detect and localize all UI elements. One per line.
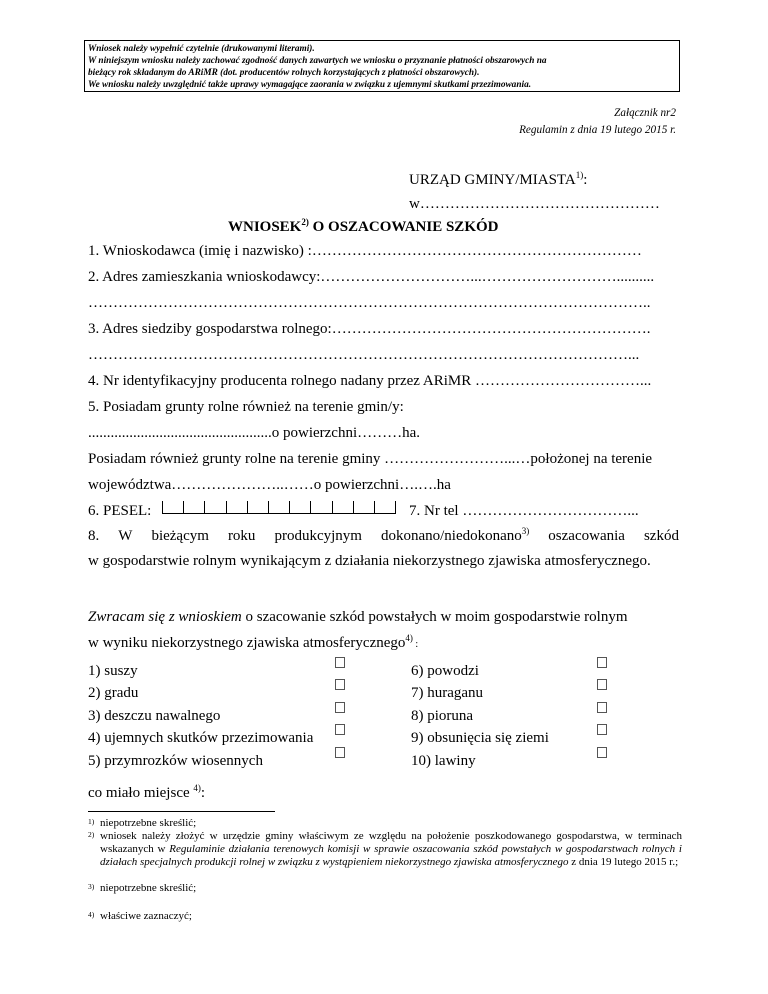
- annex-title: Załącznik nr2: [614, 107, 676, 119]
- phenomenon-drought-label: 1) suszy: [88, 663, 138, 679]
- voivodeship-field[interactable]: województwa…………………..……o powierzchni….….ha: [88, 477, 451, 493]
- checkbox-frost[interactable]: [335, 747, 345, 758]
- checkbox-rain[interactable]: [335, 702, 345, 713]
- checkbox-hail[interactable]: [335, 679, 345, 690]
- farm-address-field[interactable]: 3. Adres siedziby gospodarstwa rolnego:……………………………………………………….: [88, 321, 651, 337]
- office-label: URZĄD GMINY/MIASTA$^{1)}$:: [409, 170, 588, 188]
- checkbox-flood[interactable]: [597, 657, 607, 668]
- instructions-box: [84, 40, 680, 92]
- phenomenon-rain-label: 3) deszczu nawalnego: [88, 708, 221, 724]
- pesel-input[interactable]: [162, 499, 396, 514]
- page-title: WNIOSEK$^{2)}$ O OSZACOWANIE SZKÓD: [228, 217, 499, 235]
- footnote-2: 2) wniosek należy złożyć w urzędzie gminy właściwym ze względu na położenie poszkodowanego gospodarstwa, w terminach wskazanych w Regulaminie działania terenowych komisji w sprawie oszacowania szkód powstałych w gospodarstwach rolnych i działach specjalnych produkcji rolnej w związku z wystąpieniem niekorzystnego zjawiska atmosferycznego z dnia 19 lutego 2015 r.;: [88, 830, 682, 868]
- phone-field[interactable]: 7. Nr tel ……………………………...: [409, 503, 639, 519]
- phenomenon-flood-label: 6) powodzi: [411, 663, 479, 679]
- phenomenon-hurricane-label: 7) huraganu: [411, 685, 484, 701]
- other-municipality-label: 5. Posiadam grunty rolne również na terenie gmin/y:: [88, 399, 404, 415]
- instruction-line: bieżący rok składanym do ARiMR (dot. producentów rolnych korzystających z płatności obszarowych).: [88, 68, 480, 78]
- farm-address-continuation[interactable]: ………………………………………………………………………………………………...: [88, 347, 640, 363]
- phenomenon-frost-label: 5) przymrozków wiosennych: [88, 753, 263, 769]
- phenomenon-avalanche-label: 10) lawiny: [411, 753, 476, 769]
- checkbox-lightning[interactable]: [597, 702, 607, 713]
- checkbox-winter[interactable]: [335, 724, 345, 735]
- checkbox-hurricane[interactable]: [597, 679, 607, 690]
- instruction-line: Wniosek należy wypełnić czytelnie (drukowanymi literami).: [88, 44, 315, 54]
- footnote-divider: [88, 811, 275, 812]
- phenomenon-landslide-label: 9) obsunięcia się ziemi: [411, 730, 549, 746]
- occurred-label: co miało miejsce $^{4)}$:: [88, 783, 206, 801]
- applicant-name-field[interactable]: 1. Wnioskodawca (imię i nazwisko) :…………………………………………………………: [88, 243, 642, 259]
- checkbox-drought[interactable]: [335, 657, 345, 668]
- other-municipality-field[interactable]: Posiadam również grunty rolne na terenie gminy ……………………...…położonej na terenie: [88, 451, 653, 467]
- instruction-line: W niniejszym wniosku należy zachować zgodność danych zawartych we wniosku o przyznanie płatności obszarowych na: [88, 56, 547, 66]
- pesel-label: 6. PESEL:: [88, 503, 152, 519]
- annex-regulation: Regulamin z dnia 19 lutego 2015 r.: [519, 124, 676, 136]
- checkbox-avalanche[interactable]: [597, 747, 607, 758]
- footnote-1: 1) niepotrzebne skreślić;: [88, 817, 197, 829]
- phenomenon-lightning-label: 8) pioruna: [411, 708, 474, 724]
- residence-address-field[interactable]: 2. Adres zamieszkania wnioskodawcy:…………………………...………………………..........: [88, 269, 655, 285]
- other-municipality-area-field[interactable]: .................................................o powierzchni………ha.: [88, 425, 421, 441]
- phenomenon-winter-label: 4) ujemnych skutków przezimowania: [88, 730, 314, 746]
- phenomenon-hail-label: 2) gradu: [88, 685, 139, 701]
- instruction-line: We wniosku należy uwzględnić także uprawy wymagające zaorania w związku z ujemnymi skutkami przezimowania.: [88, 80, 532, 90]
- assessment-statement: 8. W bieżącym roku produkcyjnym dokonano/niedokonano$^{3)}$ oszacowania szkód: [88, 526, 679, 544]
- checkbox-landslide[interactable]: [597, 724, 607, 735]
- assessment-statement-cont: w gospodarstwie rolnym wynikającym z działania niekorzystnego zjawiska atmosferycznego.: [88, 553, 651, 569]
- footnote-3: 3) niepotrzebne skreślić;: [88, 882, 197, 894]
- request-text: Zwracam się z wnioskiem o szacowanie szkód powstałych w moim gospodarstwie rolnym: [88, 609, 628, 625]
- footnote-4: 4) właściwe zaznaczyć;: [88, 910, 192, 922]
- arimr-id-field[interactable]: 4. Nr identyfikacyjny producenta rolnego nadany przez ARiMR ……………………………...: [88, 373, 652, 389]
- request-text-cont: w wyniku niekorzystnego zjawiska atmosferycznego$^{4)}$ :: [88, 633, 419, 651]
- residence-address-continuation[interactable]: …………………………………………………………………………………………………..: [88, 295, 651, 311]
- office-name-field[interactable]: w…………………………………………: [409, 196, 660, 212]
